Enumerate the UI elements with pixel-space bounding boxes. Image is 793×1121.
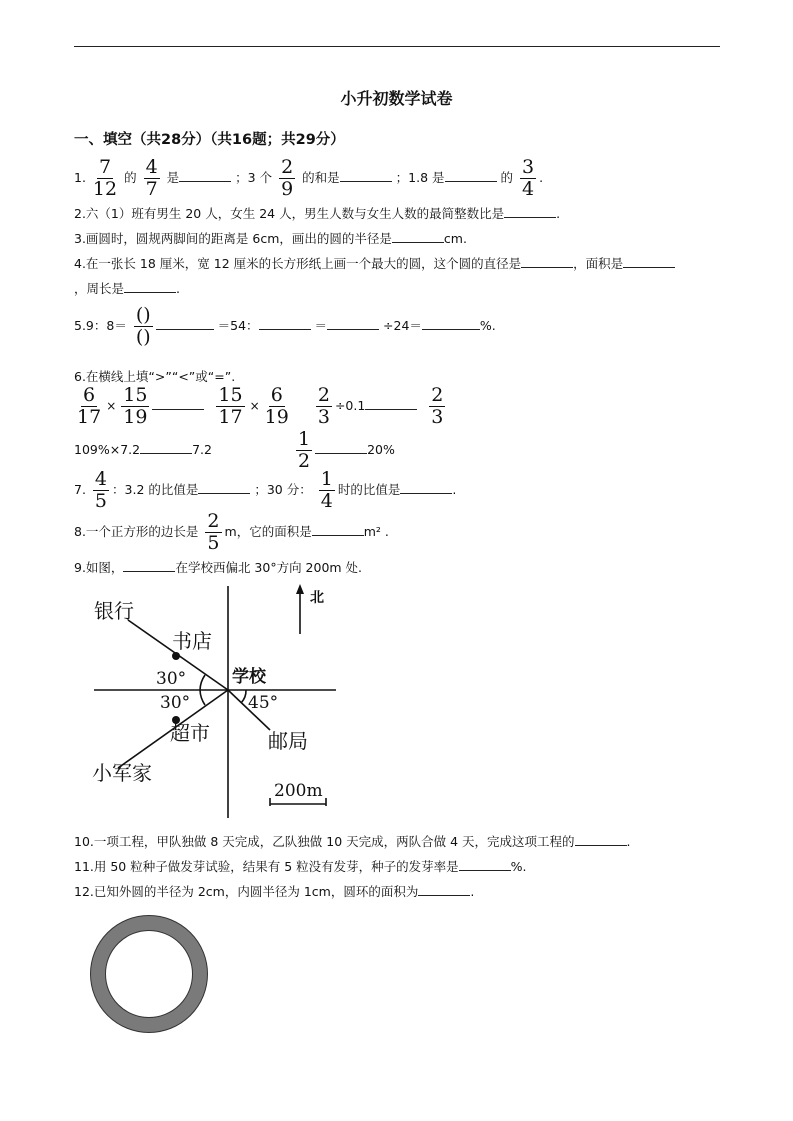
bank-label: 银行 — [94, 599, 134, 623]
fraction: $\frac{4}{5}$ — [94, 468, 108, 512]
answer-blank[interactable] — [259, 318, 311, 330]
answer-blank[interactable] — [312, 524, 364, 536]
ring — [98, 923, 200, 1025]
scale-label: 200m — [274, 781, 323, 801]
question-4: 4.在一张长 18 厘米，宽 12 厘米的长方形纸上画一个最大的圆，这个圆的直径是 ，面积是 — [74, 254, 675, 272]
answer-blank[interactable] — [140, 442, 192, 454]
fraction: $\frac{4}{7}$ — [145, 156, 158, 200]
question-6-row-2: 109%×7.2 7.2 $\frac{1}{2}$ 20% — [74, 428, 395, 472]
answer-blank[interactable] — [392, 231, 444, 243]
angle-label: 45° — [248, 693, 279, 713]
home-label: 小军家 — [92, 761, 152, 785]
fraction: $\frac{2}{5}$ — [207, 510, 220, 554]
fraction: $\frac{6}{17}$ — [77, 384, 102, 428]
fraction: $\frac{2}{3}$ — [317, 384, 330, 428]
question-9: 9.如图， 在学校西偏北 30°方向 200m 处. — [74, 560, 363, 575]
post-label: 邮局 — [268, 729, 308, 753]
north-arrowhead — [296, 584, 304, 594]
answer-blank[interactable] — [521, 256, 573, 268]
answer-blank[interactable] — [124, 281, 176, 293]
fraction: $\frac{6}{19}$ — [264, 384, 289, 428]
bookstore-point — [172, 652, 180, 660]
angle-arc — [241, 690, 246, 703]
answer-blank[interactable] — [400, 482, 452, 494]
fraction: $\frac{15}{19}$ — [123, 384, 148, 428]
section-heading: 一、填空（共28分）（共16题；共29分） — [74, 132, 345, 148]
question-8: 8.一个正方形的边长是 $\frac{2}{5}$ m，它的面积是 m² . — [74, 510, 389, 554]
answer-blank[interactable] — [418, 884, 470, 896]
question-10: 10.一项工程，甲队独做 8 天完成，乙队独做 10 天完成，两队合做 4 天，完成这项工程的 . — [74, 834, 631, 849]
question-2: 2.六（1）班有男生 20 人，女生 24 人，男生人数与女生人数的最简整数比是 . — [74, 206, 561, 221]
answer-blank[interactable] — [123, 560, 175, 572]
question-1: 1. $\frac{7}{12}$ 的 $\frac{4}{7}$ 是 ；3 个 $\frac{2}{9}$ 的和是 ；1.8 是 的 $\frac{3}{4}$ . — [74, 156, 544, 200]
angle-label: 30° — [160, 693, 191, 713]
answer-blank[interactable] — [445, 170, 497, 182]
angle-label: 30° — [156, 669, 187, 689]
fraction: $\frac{1}{2}$ — [297, 428, 311, 472]
answer-blank[interactable] — [152, 398, 204, 410]
fraction: $\frac{2}{3}$ — [431, 384, 444, 428]
answer-blank[interactable] — [340, 170, 392, 182]
page-title: 小升初数学试卷 — [340, 89, 453, 108]
answer-blank[interactable] — [575, 834, 627, 846]
annulus-figure — [88, 914, 212, 1034]
fraction: $\frac{7}{12}$ — [92, 156, 118, 200]
answer-blank[interactable] — [315, 442, 367, 454]
angle-arc — [200, 690, 205, 705]
question-6-row-1: $\frac{6}{17}$ × $\frac{15}{19}$ $\frac{15}{17}$ × $\frac{6}{19}$ $\frac{2}{3}$ ÷0.1 $\frac{2}{3}$ — [77, 384, 444, 428]
question-3: 3.画圆时，圆规两脚间的距离是 6cm，画出的圆的半径是 cm. — [74, 231, 467, 246]
question-12: 12.已知外圆的半径为 2cm，内圆半径为 1cm，圆环的面积为 . — [74, 884, 475, 899]
question-5: 5.9：8＝ $\frac{()}{()}$ ＝54： ＝ ÷24＝ %. — [74, 304, 496, 348]
bookstore-label: 书店 — [172, 629, 212, 653]
north-label: 北 — [310, 590, 324, 606]
fraction: $\frac{15}{17}$ — [218, 384, 243, 428]
answer-blank[interactable] — [422, 318, 480, 330]
answer-blank[interactable] — [327, 318, 379, 330]
fraction: $\frac{()}{()}$ — [135, 304, 151, 348]
answer-blank[interactable] — [504, 206, 556, 218]
answer-blank[interactable] — [179, 170, 231, 182]
answer-blank[interactable] — [365, 398, 417, 410]
answer-blank[interactable] — [459, 859, 511, 871]
question-6: 6.在横线上填“>”“<”或“=”. — [74, 369, 236, 384]
fraction: $\frac{3}{4}$ — [522, 156, 535, 200]
angle-arc — [200, 675, 205, 690]
inner-circle — [106, 931, 193, 1018]
header-rule — [74, 46, 720, 47]
question-11: 11.用 50 粒种子做发芽试验，结果有 5 粒没有发芽，种子的发芽率是 %. — [74, 859, 527, 874]
question-7: 7. $\frac{4}{5}$ ：3.2 的比值是 ；30 分： $\frac{1}{4}$ 时的比值是 . — [74, 468, 457, 512]
answer-blank[interactable] — [156, 318, 214, 330]
school-label: 学校 — [232, 667, 266, 687]
answer-blank[interactable] — [623, 256, 675, 268]
answer-blank[interactable] — [198, 482, 250, 494]
fraction: $\frac{2}{9}$ — [281, 156, 294, 200]
question-4-cont: ，周长是 . — [74, 281, 180, 296]
market-label: 超市 — [170, 721, 210, 745]
direction-map — [88, 582, 348, 822]
fraction: $\frac{1}{4}$ — [320, 468, 333, 512]
